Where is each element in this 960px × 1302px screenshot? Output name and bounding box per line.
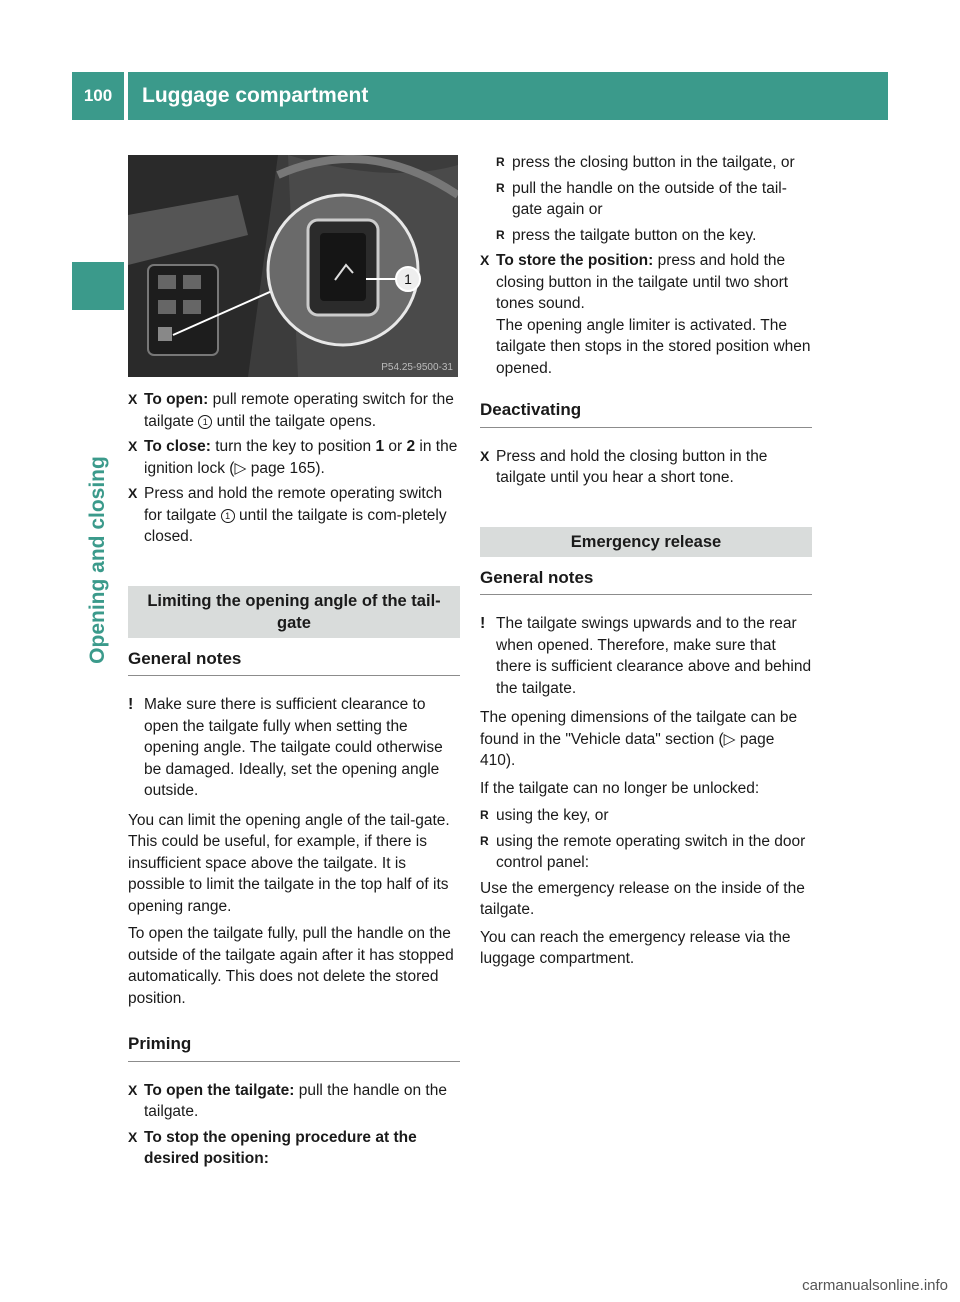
warning-icon: ! [128,696,134,713]
warning-note: ! The tailgate swings upwards and to the rear when opened. Therefore, make sure that there is sufficient clearance above and behind the tailgate. [480,615,812,697]
step-store-position: X To store the position: press and hold the closing button in the tailgate until two short tones sound. The opening angle limiter is activated. The tailgate then stops in the stored position when opened. [480,250,812,379]
step-to-open: X To open: pull remote operating switch for the tailgate 1 until the tailgate opens. [128,391,454,430]
bullet-marker: R [480,808,489,822]
list-item: R press the closing button in the tailgate, or [496,152,812,174]
warning-icon: ! [480,615,486,632]
step-marker: X [480,252,490,268]
subhead-priming: Priming [128,1033,460,1062]
step-press-hold: X Press and hold the remote operating switch for tailgate 1 until the tailgate is com-pletely closed. [128,485,447,545]
callout-1-icon: 1 [198,415,212,429]
subhead-deactivating: Deactivating [480,399,812,428]
figure-callout-1: 1 [404,271,412,287]
right-column [480,152,812,976]
step-marker: X [128,1081,138,1098]
step-deactivate: X Press and hold the closing button in the tailgate until you hear a short tone. [480,447,768,486]
step-open-tailgate: X To open the tailgate: pull the handle on the tailgate. [128,1081,447,1120]
warning-note: ! Make sure there is sufficient clearance to open the tailgate fully when setting the opening angle. The tailgate could otherwise be damaged. Ideally, set the opening angle outside. [128,696,443,799]
page-ref-arrow-icon: ▷ [234,459,247,477]
subhead-general-notes: General notes [480,567,812,596]
tailgate-switch-photo [128,155,458,377]
bullet-marker: R [480,833,489,848]
paragraph: You can limit the opening angle of the tail-gate. This could be useful, for example, if there is insufficient space above the tailgate. It is possible to limit the tailgate in the top half of its opening range. [128,811,450,915]
figure-code: P54.25-9500-31 [381,362,453,373]
page-title: Luggage compartment [128,72,888,120]
sidebar-marker [72,262,124,310]
section-title-limiting: Limiting the opening angle of the tail-gate [128,586,460,638]
paragraph: You can reach the emergency release via the luggage compartment. [480,928,791,967]
page-number: 100 [72,72,124,120]
section-title-emergency: Emergency release [480,527,812,557]
paragraph: If the tailgate can no longer be unlocked: [480,779,760,797]
step-stop-opening: X To stop the opening procedure at the desired position: [128,1128,417,1167]
step-marker: X [128,485,138,501]
page-ref-arrow-icon: ▷ [723,730,736,748]
bullet-marker: R [496,155,505,169]
paragraph: To open the tailgate fully, pull the handle on the outside of the tailgate again after it has stopped automatically. This does not delete the stored position. [128,925,454,1007]
bullet-marker: R [496,180,505,195]
step-to-close: X To close: turn the key to position 1 or 2 in the ignition lock (▷ page 165). [128,438,458,477]
callout-1-icon: 1 [221,509,235,523]
subhead-general-notes: General notes [128,648,460,677]
list-item: R press the tailgate button on the key. [496,225,812,247]
list-item: R using the key, or [480,805,812,827]
list-item: R using the remote operating switch in the door control panel: [480,832,806,871]
paragraph: The opening dimensions of the tailgate can be found in the "Vehicle data" section (▷ page 410). [480,709,798,769]
left-column [128,155,460,1174]
paragraph: Use the emergency release on the inside of the tailgate. [480,879,805,918]
step-note: The opening angle limiter is activated. The tailgate then stops in the stored position when opened. [496,316,811,377]
list-item: R pull the handle on the outside of the tail-gate again or [496,179,787,218]
sidebar-label: Opening and closing [86,456,109,664]
step-marker: X [128,1128,138,1145]
step-marker: X [480,447,490,464]
step-marker: X [128,438,138,454]
step-marker: X [128,391,138,407]
watermark: carmanualsonline.info [802,1277,948,1294]
bullet-marker: R [496,227,505,242]
